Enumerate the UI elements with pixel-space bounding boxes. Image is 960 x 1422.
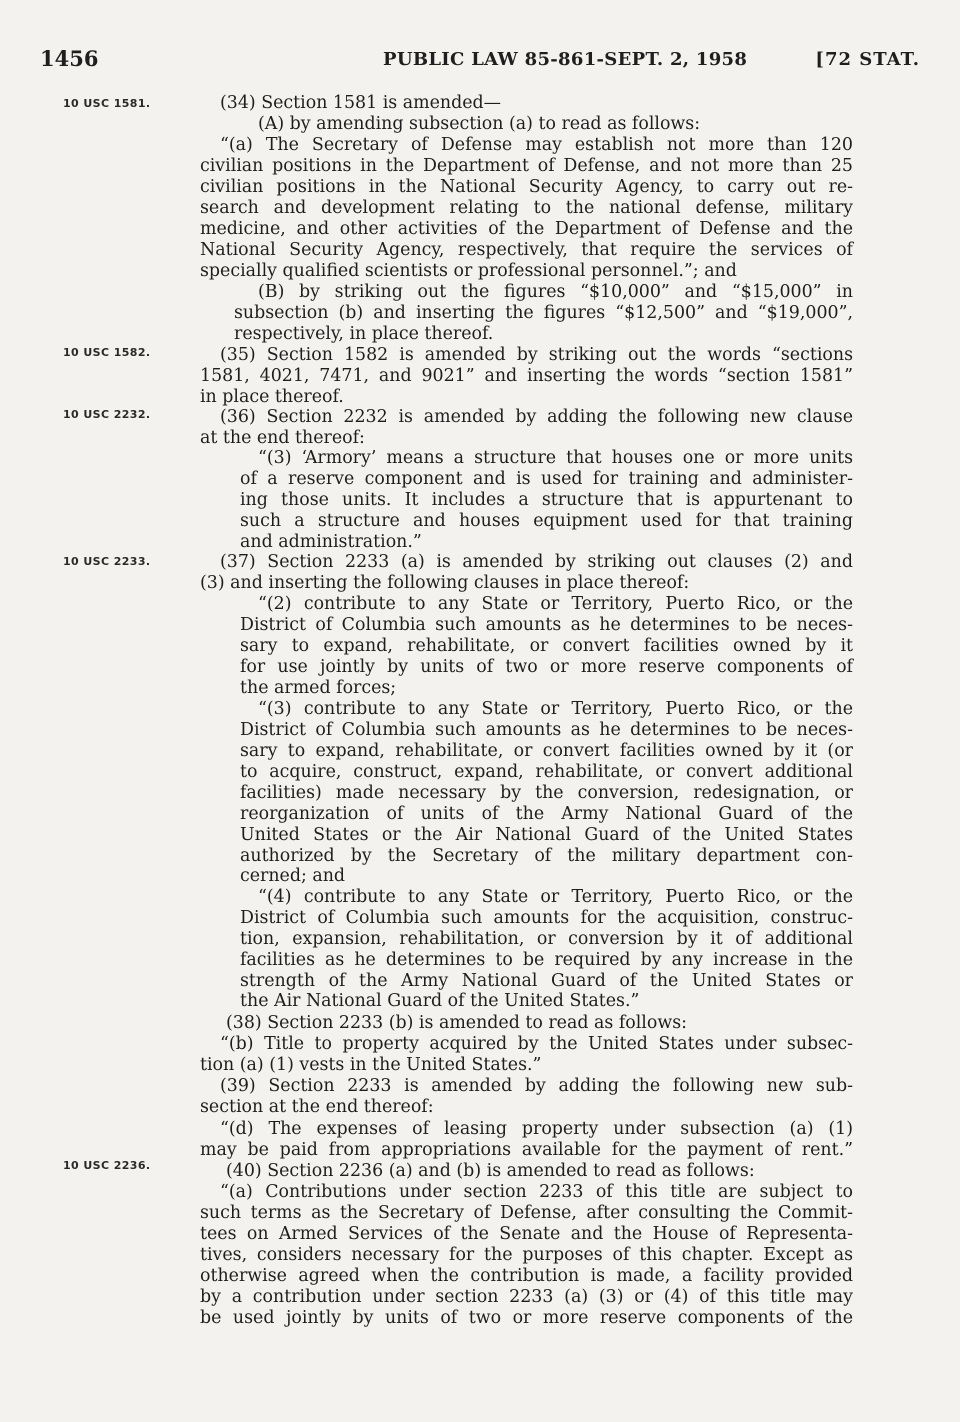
text-line: (40) Section 2236 (a) and (b) is amended to read as follows: [226, 1161, 755, 1181]
statute-volume: [72 STAT. [815, 49, 920, 70]
text-line: tion (a) (1) vests in the United States.” [200, 1055, 542, 1075]
text-line: (34) Section 1581 is amended— [220, 93, 502, 113]
text-line: facilities as he determines to be required by any increase in the [240, 950, 853, 970]
text-line: (35) Section 1582 is amended by striking out the words “sections [220, 345, 853, 365]
text-line: (38) Section 2233 (b) is amended to read as follows: [226, 1013, 687, 1033]
text-line: respectively, in place thereof. [234, 324, 494, 344]
text-line: District of Columbia such amounts for the acquisition, construc- [240, 908, 853, 928]
text-line: be used jointly by units of two or more reserve components of the [200, 1308, 853, 1328]
text-line: medicine, and other activities of the Department of Defense and the [200, 219, 853, 239]
text-line: specially qualified scientists or professional personnel.”; and [200, 261, 737, 281]
text-line: District of Columbia such amounts as he determines to be neces- [240, 615, 853, 635]
text-line: United States or the Air National Guard of the United States [240, 825, 853, 845]
text-line: of a reserve component and is used for training and administer- [240, 469, 853, 489]
text-line: civilian positions in the Department of Defense, and not more than 25 [200, 156, 853, 176]
text-line: tion, expansion, rehabilitation, or conversion by it of additional [240, 929, 853, 949]
text-line: National Security Agency, respectively, that require the services of [200, 240, 853, 260]
running-title: PUBLIC LAW 85-861-SEPT. 2, 1958 [383, 49, 748, 70]
text-line: “(a) Contributions under section 2233 of this title are subject to [220, 1182, 853, 1202]
text-line: (3) and inserting the following clauses in place thereof: [200, 573, 690, 593]
text-line: otherwise agreed when the contribution is made, a facility provided [200, 1266, 853, 1286]
text-line: for use jointly by units of two or more reserve components of [240, 657, 853, 677]
margin-citation: 10 USC 2236. [63, 1159, 151, 1172]
text-line: “(d) The expenses of leasing property under subsection (a) (1) [220, 1119, 853, 1139]
page-number: 1456 [40, 46, 99, 71]
text-line: to acquire, construct, expand, rehabilitate, or convert additional [240, 762, 853, 782]
text-line: cerned; and [240, 866, 346, 886]
text-line: strength of the Army National Guard of the United States or [240, 971, 853, 991]
text-line: authorized by the Secretary of the military department con- [240, 846, 853, 866]
text-line: in place thereof. [200, 387, 344, 407]
text-line: tives, considers necessary for the purposes of this chapter. Except as [200, 1245, 853, 1265]
text-line: 1581, 4021, 7471, and 9021” and inserting the words “section 1581” [200, 366, 853, 386]
text-line: civilian positions in the National Security Agency, to carry out re- [200, 177, 853, 197]
margin-citation: 10 USC 2233. [63, 555, 151, 568]
margin-citation: 10 USC 1582. [63, 346, 151, 359]
text-line: (B) by striking out the figures “$10,000” and “$15,000” in [258, 282, 853, 302]
text-line: search and development relating to the national defense, military [200, 198, 853, 218]
text-line: “(b) Title to property acquired by the United States under subsec- [220, 1034, 853, 1054]
margin-citation: 10 USC 1581. [63, 97, 151, 110]
text-line: subsection (b) and inserting the figures “$12,500” and “$19,000”, [234, 303, 853, 323]
text-line: (A) by amending subsection (a) to read as follows: [258, 114, 701, 134]
text-line: “(2) contribute to any State or Territory, Puerto Rico, or the [258, 594, 853, 614]
text-line: ing those units. It includes a structure that is appurtenant to [240, 490, 853, 510]
text-line: District of Columbia such amounts as he determines to be neces- [240, 720, 853, 740]
text-line: by a contribution under section 2233 (a) (3) or (4) of this title may [200, 1287, 853, 1307]
text-line: “(a) The Secretary of Defense may establish not more than 120 [220, 135, 853, 155]
text-line: facilities) made necessary by the conversion, redesignation, or [240, 783, 853, 803]
text-line: section at the end thereof: [200, 1097, 434, 1117]
text-line: such terms as the Secretary of Defense, after consulting the Commit- [200, 1203, 853, 1223]
text-line: and administration.” [240, 532, 422, 552]
text-line: “(3) ‘Armory’ means a structure that houses one or more units [258, 448, 853, 468]
text-line: may be paid from appropriations available for the payment of rent.” [200, 1140, 853, 1160]
text-line: sary to expand, rehabilitate, or convert facilities owned by it (or [240, 741, 853, 761]
text-line: “(4) contribute to any State or Territory, Puerto Rico, or the [258, 887, 853, 907]
text-line: at the end thereof: [200, 428, 365, 448]
text-line: reorganization of units of the Army National Guard of the [240, 804, 853, 824]
text-line: (39) Section 2233 is amended by adding the following new sub- [220, 1076, 853, 1096]
page-header [40, 46, 920, 76]
margin-citation: 10 USC 2232. [63, 408, 151, 421]
text-line: (37) Section 2233 (a) is amended by striking out clauses (2) and [220, 552, 853, 572]
text-line: (36) Section 2232 is amended by adding the following new clause [220, 407, 853, 427]
text-line: the armed forces; [240, 678, 397, 698]
text-line: sary to expand, rehabilitate, or convert facilities owned by it [240, 636, 853, 656]
text-line: such a structure and houses equipment used for that training [240, 511, 853, 531]
text-line: “(3) contribute to any State or Territory, Puerto Rico, or the [258, 699, 853, 719]
text-line: the Air National Guard of the United States.” [240, 991, 640, 1011]
text-line: tees on Armed Services of the Senate and the House of Representa- [200, 1224, 853, 1244]
